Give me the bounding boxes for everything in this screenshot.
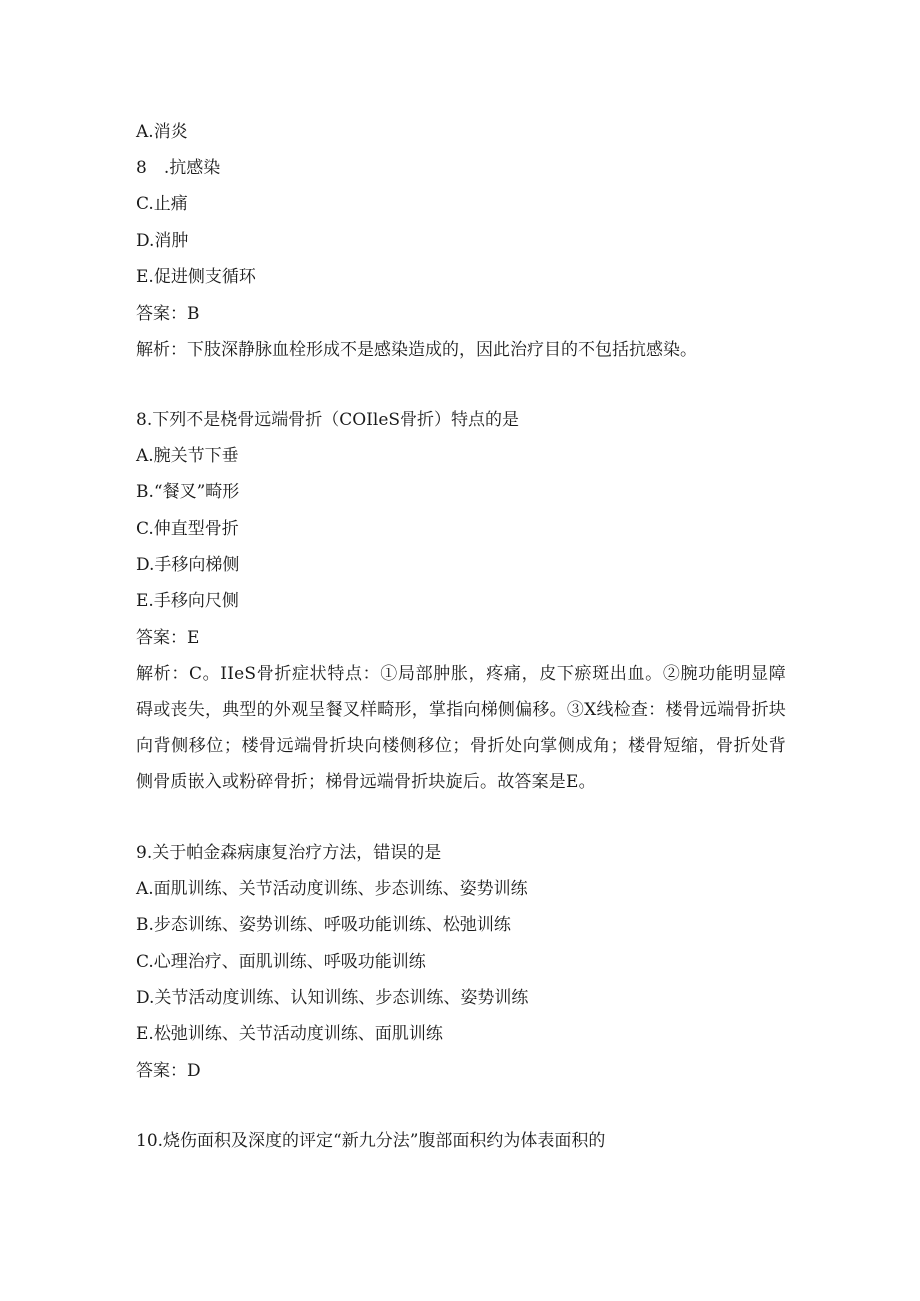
q9-option-b: B.步态训练、姿势训练、呼吸功能训练、松弛训练 (136, 915, 511, 935)
q8-option-c: C.伸直型骨折 (136, 519, 239, 539)
q10-question: 10.烧伤面积及深度的评定“新九分法”腹部面积约为体表面积的 (136, 1131, 606, 1151)
q8-analysis: 解析：C。IIeS骨折症状特点：①局部肿胀，疼痛，皮下瘀斑出血。②腕功能明显障碍或丧失，典型的外观呈餐叉样畸形，掌指向梯侧偏移。③X线检查：楼骨远端骨折块向背侧移位；楼骨远端骨折块向楼侧移位；骨折处向掌侧成角；楼骨短缩，骨折处背侧骨质嵌入或粉碎骨折；梯骨远端骨折块旋后。故答案是E。 (136, 664, 786, 792)
q9-option-a: A.面肌训练、关节活动度训练、步态训练、姿势训练 (136, 879, 528, 899)
q7-option-c: C.止痛 (136, 194, 188, 214)
q9-answer: 答案：D (136, 1061, 201, 1081)
q7-analysis: 解析：下肢深静脉血栓形成不是感染造成的，因此治疗目的不包括抗感染。 (136, 340, 697, 360)
q9-option-e: E.松弛训练、关节活动度训练、面肌训练 (136, 1024, 443, 1044)
q8-answer: 答案：E (136, 628, 200, 648)
q7-option-d: D.消肿 (136, 231, 189, 251)
q7-option-a: A.消炎 (136, 122, 188, 142)
q8-option-e: E.手移向尺侧 (136, 591, 239, 611)
q9-option-d: D.关节活动度训练、认知训练、步态训练、姿势训练 (136, 988, 529, 1008)
q9-option-c: C.心理治疗、面肌训练、呼吸功能训练 (136, 952, 426, 972)
q7-option-b: 8 .抗感染 (136, 158, 221, 178)
q8-option-a: A.腕关节下垂 (136, 446, 239, 466)
q9-question: 9.关于帕金森病康复治疗方法，错误的是 (136, 843, 442, 863)
q8-option-b: B.“餐叉”畸形 (136, 482, 240, 502)
q7-answer: 答案：B (136, 304, 200, 324)
q7-option-e: E.促进侧支循环 (136, 267, 256, 287)
q8-option-d: D.手移向梯侧 (136, 555, 240, 575)
q8-question: 8.下列不是桡骨远端骨折（COIleS骨折）特点的是 (136, 410, 520, 430)
